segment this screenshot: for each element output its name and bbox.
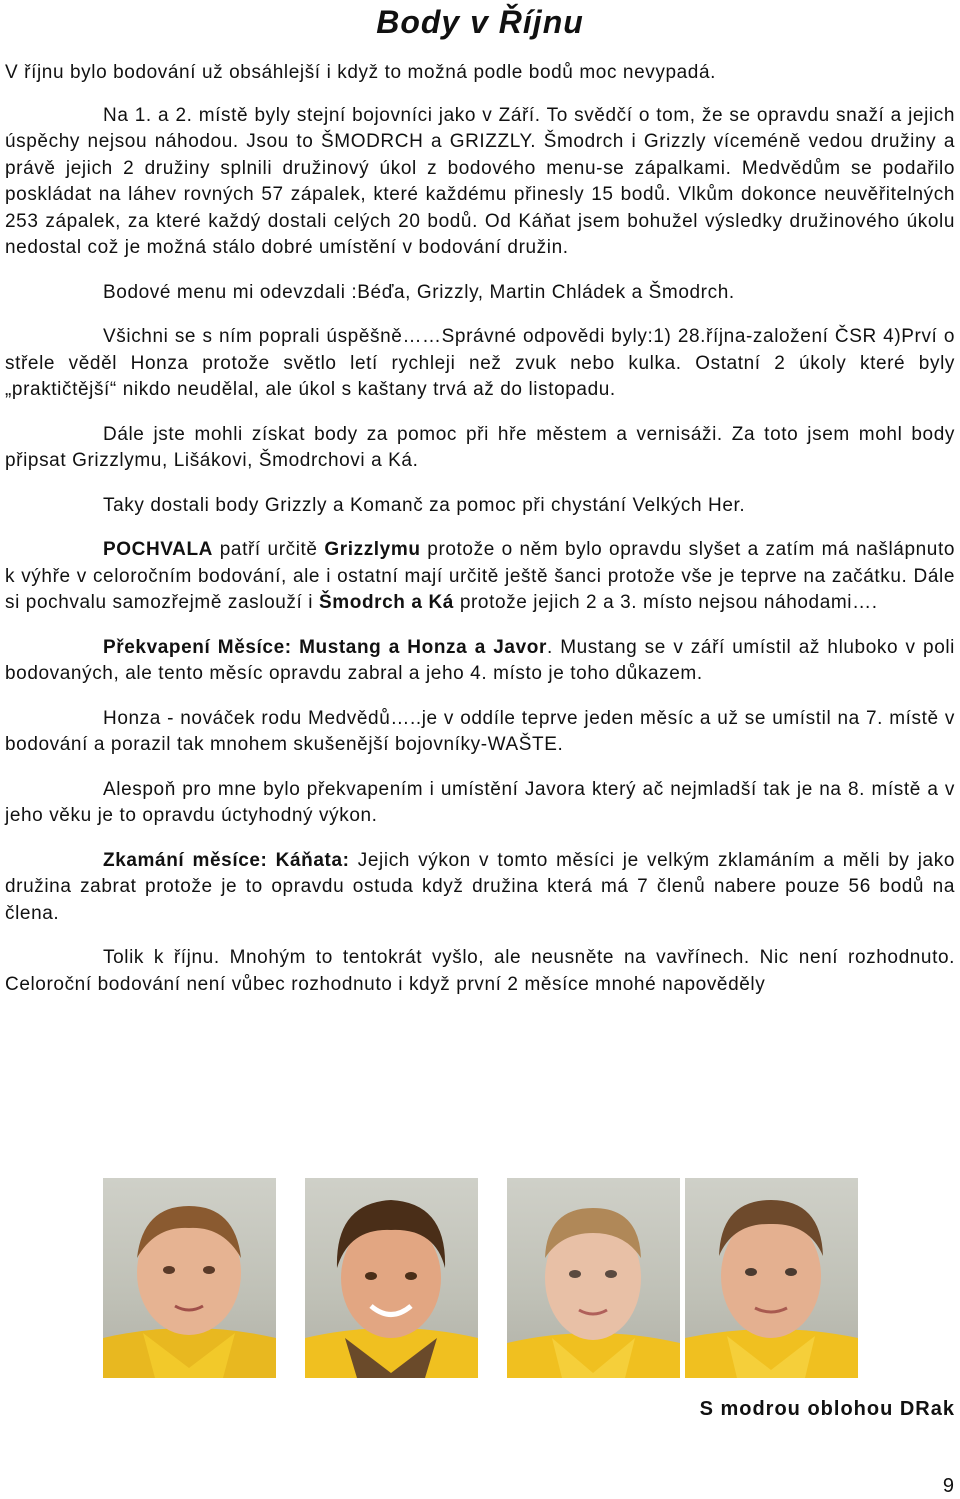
portrait-photo-4: [685, 1178, 858, 1378]
paragraph-closing: Tolik k říjnu. Mnohým to tentokrát vyšlo, ale neusněte na vavřínech. Nic není rozhodnuto. Celoroční bodování není vůbec rozhodnuto i když první 2 měsíce mnohé napověděly: [5, 947, 955, 995]
article-body: [5, 60, 955, 1016]
portrait-photo-2: [305, 1178, 478, 1378]
photo-row: [103, 1178, 858, 1378]
paragraph-answers: Všichni se s ním poprali úspěšně……Správné odpovědi byly:1) 28.října-založení ČSR 4)Prví o střele věděl Honza protože světlo letí rychleji než zvuk nebo kulka. Ostatní 2 úkoly které byly „praktičtější“ nikdo neudělal, ale úkol s kaštany trvá až do listopadu.: [5, 326, 955, 400]
boy-portrait-icon: [103, 1178, 276, 1378]
boy-portrait-icon: [305, 1178, 478, 1378]
boy-portrait-icon: [507, 1178, 680, 1378]
paragraph-disappointment: Zkamání měsíce: Káňata: Jejich výkon v tomto měsíci je velkým zklamáním a měli by jako družina zabrat protože je to opravdu ostuda když družina která má 7 členů nabere pouze 56 bodů na člena.: [5, 849, 955, 924]
boy-portrait-icon: [685, 1178, 858, 1378]
portrait-photo-3: [507, 1178, 680, 1378]
paragraph-praise: POCHVALA patří určitě Grizzlymu protože o něm bylo opravdu slyšet a zatím má našlápnuto k výhře v celoročním bodování, ale i ostatní mají určitě ještě šanci protože vše je teprve na začátku. Dále si pochvalu samozřejmě zaslouží i Šmodrch a Ká protože jejich 2 a 3. místo nejsou náhodami….: [5, 539, 955, 613]
paragraph-surprise: Překvapení Měsíce: Mustang a Honza a Javor. Mustang se v září umístil až hluboko v poli bodovaných, ale tento měsíc opravdu zabral a jeho 4. místo je toho důkazem.: [5, 636, 956, 684]
page-number: 9: [942, 1475, 954, 1497]
portrait-photo-1: [103, 1178, 276, 1378]
paragraph-big-games: Taky dostali body Grizzly a Komanč za pomoc při chystání Velkých Her.: [103, 494, 746, 516]
paragraph-standings: Na 1. a 2. místě byly stejní bojovníci jako v Září. To svědčí o tom, že se opravdu snaží a jejich úspěchy nejsou náhodou. Jsou to ŠMODRCH a GRIZZLY. Šmodrch i Grizzly víceméně vedou družiny a právě jejich 2 družiny splnili družinový úkol z bodového menu-se zápalkami. Medvědům se podařilo poskládat na láhev rovných 57 zápalek, které každému přinesly 15 bodů. Vlkům dokonce neuvěřitelných 253 zápalek, za které každý dostali celých 20 bodů. Od Káňat jsem bohužel výsledky družinového úkolu nedostal což je možná stálo dobré umístění v bodování družin.: [5, 104, 955, 258]
paragraph-honza: Honza - nováček rodu Medvědů…..je v oddíle teprve jeden měsíc a už se umístil na 7. místě v bodování a porazil tak mnohem skušenější bojovníky-WAŠTE.: [5, 707, 955, 755]
praise-name-smodrch-ka: Šmodrch a Ká: [318, 592, 454, 613]
disappointment-label: Zkamání měsíce: Káňata:: [103, 849, 350, 871]
intro-paragraph: V říjnu bylo bodování už obsáhlejší i když to možná podle bodů moc nevypadá.: [5, 62, 717, 83]
page-title: Body v Říjnu: [376, 4, 584, 40]
paragraph-bonus-menu: Bodové menu mi odevzdali :Béďa, Grizzly, Martin Chládek a Šmodrch.: [103, 281, 735, 303]
praise-name-grizzly: Grizzlymu: [324, 539, 421, 560]
photo-caption: S modrou oblohou DRak: [699, 1398, 955, 1420]
surprise-label: Překvapení Měsíce: Mustang a Honza a Javor: [103, 636, 547, 658]
paragraph-extra-points: Dále jste mohli získat body za pomoc při hře městem a vernisáži. Za toto jsem mohl body připsat Grizzlymu, Lišákovi, Šmodrchovi a Ká.: [5, 423, 955, 471]
paragraph-javor: Alespoň pro mne bylo překvapením i umístění Javora který ač nejmladší tak je na 8. místě a v jeho věku je to opravdu úctyhodný výkon.: [5, 778, 955, 826]
praise-label: POCHVALA: [103, 539, 214, 560]
